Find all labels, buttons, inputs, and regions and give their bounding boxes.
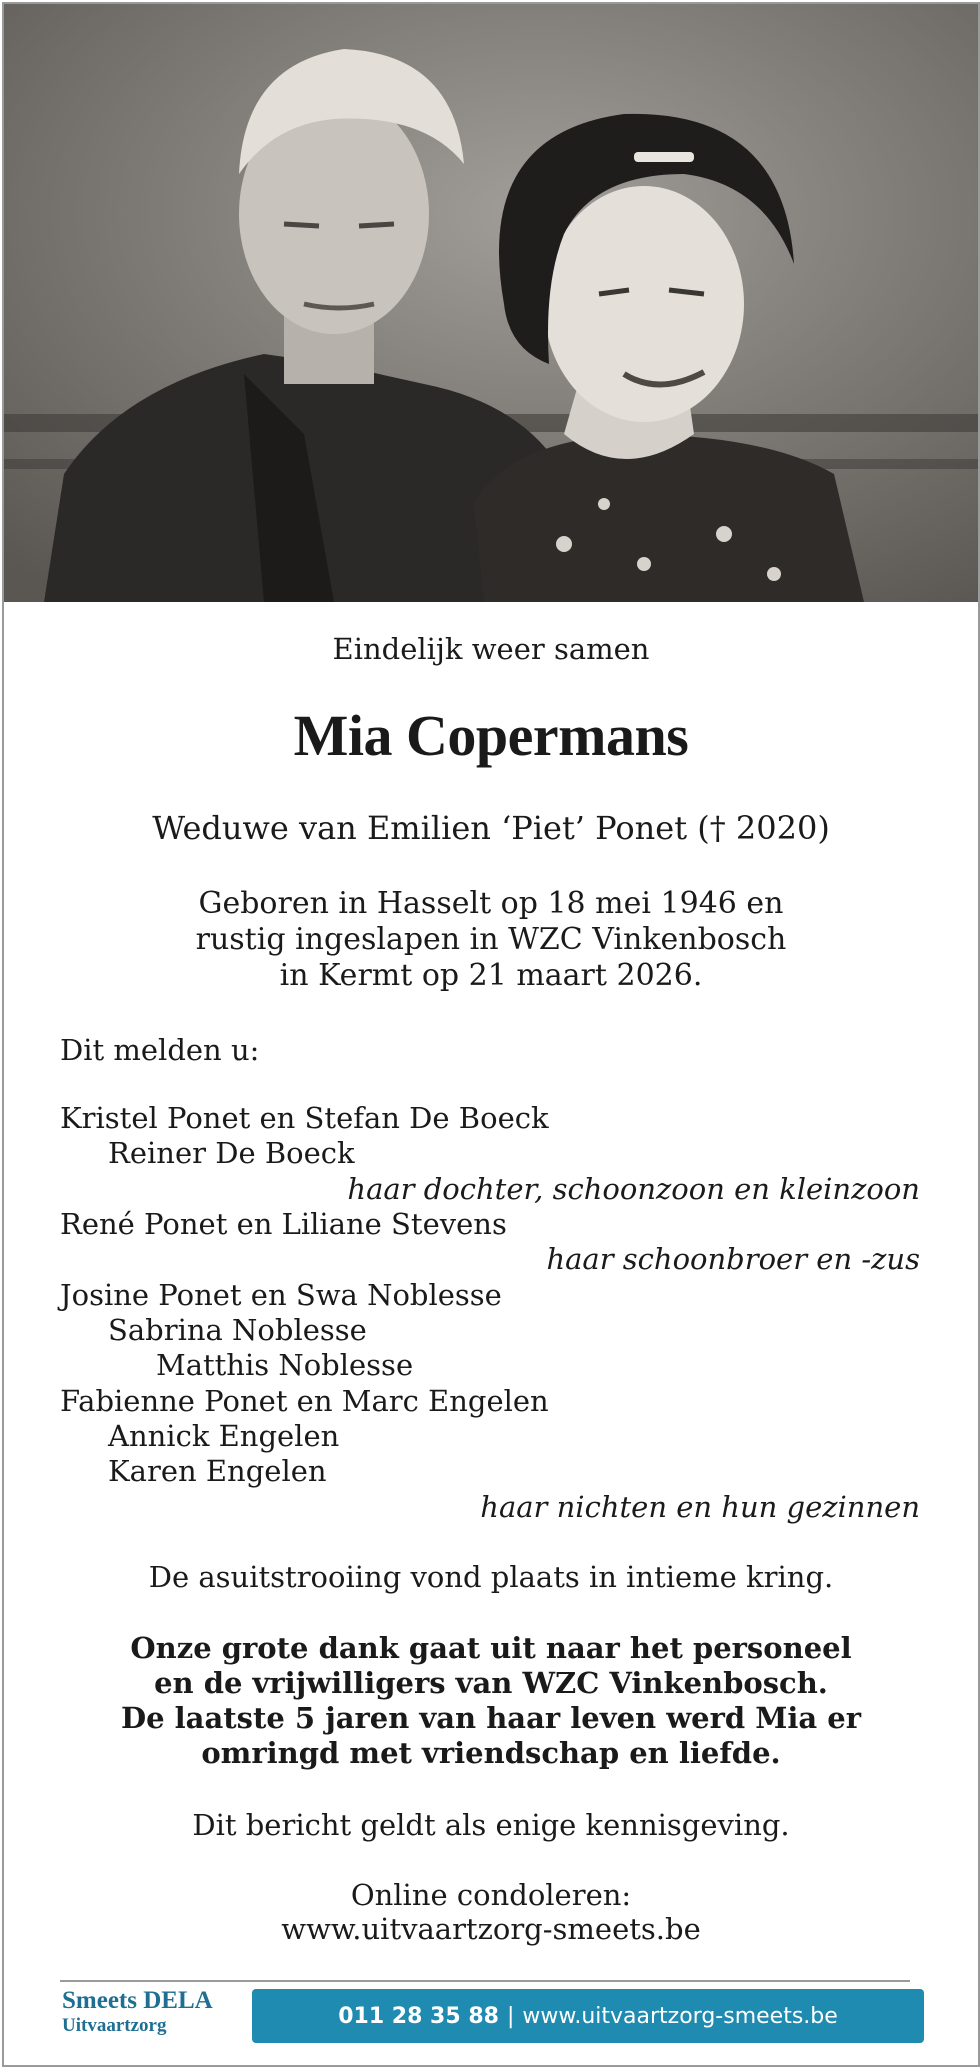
family-member: René Ponet en Liliane Stevens xyxy=(60,1207,507,1241)
announce-line: Dit melden u: xyxy=(60,1033,260,1067)
family-member: Sabrina Noblesse xyxy=(108,1313,367,1347)
relation-caption: haar schoonbroer en -zus xyxy=(546,1242,920,1276)
relation-caption: haar nichten en hun gezinnen xyxy=(480,1490,920,1524)
condolence-block xyxy=(4,1878,978,1946)
relation-caption: haar dochter, schoonzoon en kleinzoon xyxy=(347,1172,920,1206)
born-line-2: rustig ingeslapen in WZC Vinkenbosch xyxy=(195,922,787,957)
widow-of-line: Weduwe van Emilien ‘Piet’ Ponet († 2020) xyxy=(152,809,830,847)
brand-name: Smeets DELA xyxy=(62,1987,213,2014)
notice-line: Dit bericht geldt als enige kennisgeving. xyxy=(192,1808,790,1842)
deceased-name: Mia Copermans xyxy=(293,703,689,768)
family-member: Fabienne Ponet en Marc Engelen xyxy=(60,1384,549,1418)
couple-photo xyxy=(4,4,978,602)
family-member: Annick Engelen xyxy=(108,1419,340,1453)
contact-separator: | xyxy=(506,2003,515,2029)
obituary-card xyxy=(2,2,980,2067)
family-member: Matthis Noblesse xyxy=(156,1348,414,1382)
phone-number[interactable]: 011 28 35 88 xyxy=(338,2003,499,2029)
condolence-link[interactable]: www.uitvaartzorg-smeets.be xyxy=(281,1912,701,1946)
born-line-3: in Kermt op 21 maart 2026. xyxy=(279,958,703,993)
thanks-line-4: omringd met vriendschap en liefde. xyxy=(201,1736,781,1770)
brand-subtitle: Uitvaartzorg xyxy=(62,2015,167,2036)
family-member: Reiner De Boeck xyxy=(108,1136,355,1170)
thanks-text xyxy=(4,1631,978,1771)
thanks-line-2: en de vrijwilligers van WZC Vinkenbosch. xyxy=(154,1666,828,1700)
intro-line: Eindelijk weer samen xyxy=(332,632,650,666)
contact-bar xyxy=(252,1989,924,2043)
ashes-line: De asuitstrooiing vond plaats in intieme kring. xyxy=(148,1560,834,1594)
brand-logo xyxy=(62,1987,213,2037)
family-member: Josine Ponet en Swa Noblesse xyxy=(60,1278,502,1312)
thanks-line-1: Onze grote dank gaat uit naar het personeel xyxy=(130,1631,852,1665)
family-member: Karen Engelen xyxy=(108,1454,327,1488)
born-line-1: Geboren in Hasselt op 18 mei 1946 en xyxy=(198,886,784,921)
condolence-label: Online condoleren: xyxy=(350,1878,632,1912)
birth-death-text xyxy=(4,886,978,994)
thanks-line-3: De laatste 5 jaren van haar leven werd Mia er xyxy=(120,1701,862,1735)
website-link[interactable]: www.uitvaartzorg-smeets.be xyxy=(522,2003,838,2029)
family-member: Kristel Ponet en Stefan De Boeck xyxy=(60,1101,549,1135)
footer-divider xyxy=(60,1980,910,1982)
